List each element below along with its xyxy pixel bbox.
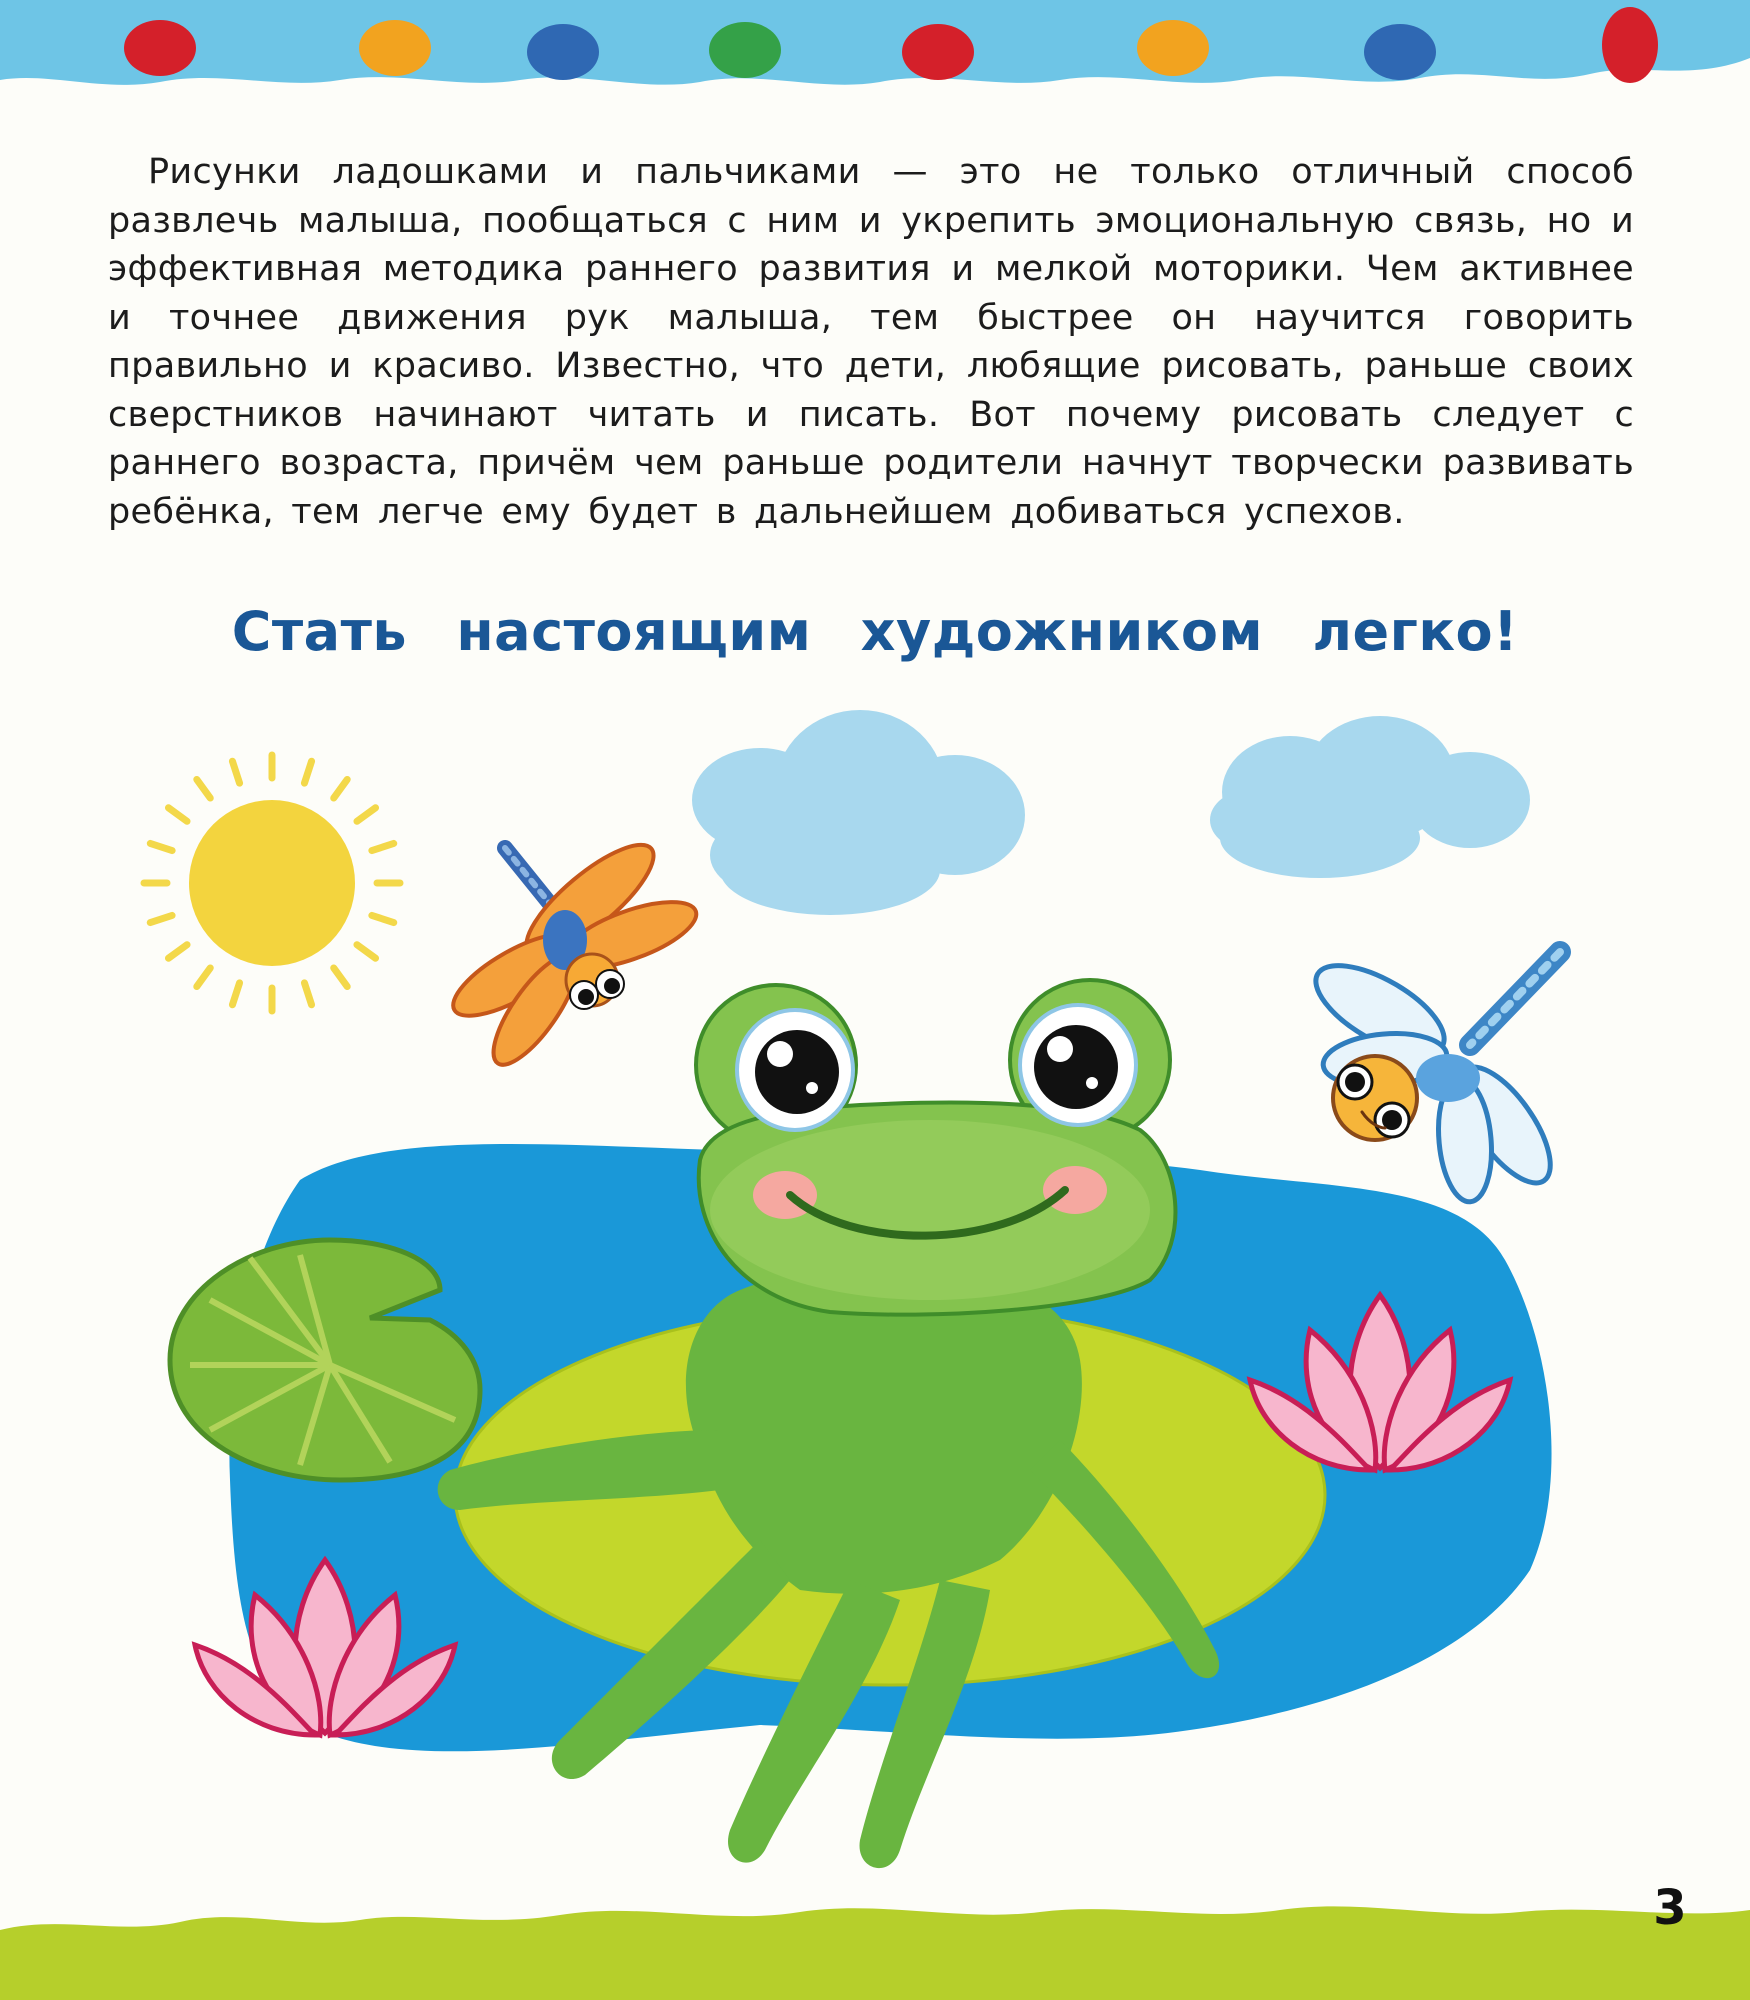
dragonfly-icon	[442, 829, 704, 1076]
frog-eye-right	[1020, 1005, 1136, 1125]
sun-ray	[197, 968, 211, 987]
grass-band	[0, 1906, 1750, 2000]
sun-ray	[372, 843, 394, 850]
sun-ray	[168, 808, 187, 822]
sun-ray	[334, 779, 348, 798]
frog-head	[696, 980, 1175, 1315]
sun-ray	[304, 761, 311, 783]
sun-ray	[197, 779, 211, 798]
sun-ray	[150, 843, 172, 850]
sun-ray	[357, 808, 376, 822]
sun-ray	[150, 915, 172, 922]
intro-paragraph: Рисунки ладошками и пальчиками — это не только отличный способ развлечь малыша, пообщаться с ним и укрепить эмоциональную связь, но и эффективная методика раннего развития и мелкой моторики. Чем активнее и точнее движения рук малыша, тем быстрее он научится говорить правильно и красиво. Известно, что дети, любящие рисовать, раньше своих сверстников начинают читать и писать. Вот почему рисовать следует с раннего возраста, причём чем раньше родители начнут творчески развивать ребёнка, тем легче ему будет в дальнейшем добиваться успехов.	[108, 152, 1634, 532]
sun-ray	[334, 968, 348, 987]
sun-ray	[232, 761, 239, 783]
sun-ray	[304, 983, 311, 1005]
cloud-icon	[692, 710, 1025, 915]
cloud-icon	[1210, 716, 1530, 878]
frog-eye-left	[737, 1010, 853, 1130]
small-lily-pad	[170, 1240, 480, 1480]
sun-ray	[357, 945, 376, 959]
dragonfly-icon	[1303, 948, 1567, 1204]
page-number: 3	[1653, 1880, 1687, 1936]
sun-ray	[168, 945, 187, 959]
page-heading: Стать настоящим художником легко!	[231, 600, 1519, 663]
sun-ray	[232, 983, 239, 1005]
sun-icon	[144, 755, 400, 1011]
sun-ray	[372, 915, 394, 922]
